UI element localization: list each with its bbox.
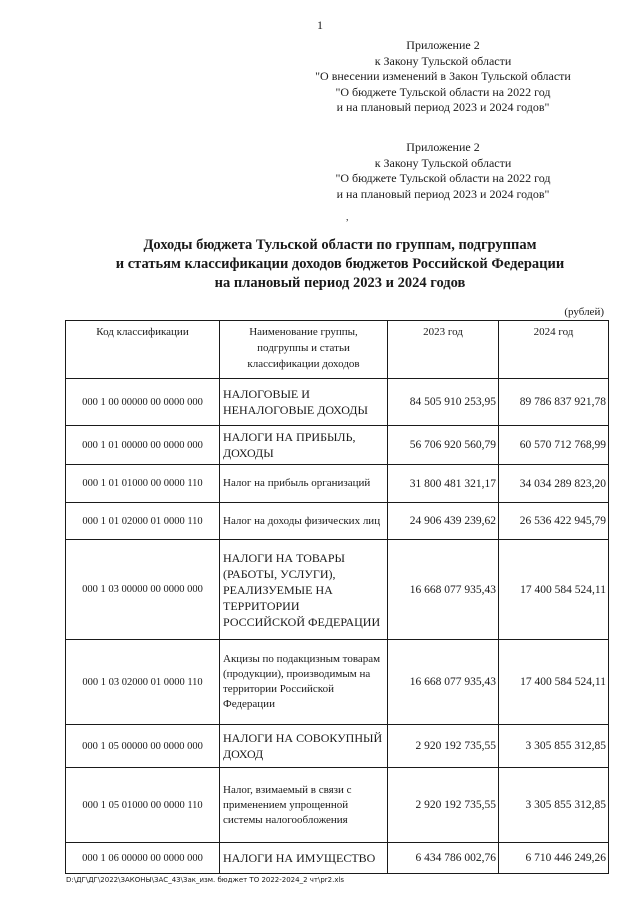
appendix-note-original <box>278 140 608 202</box>
row-value-2024: 34 034 289 823,20 <box>499 465 609 503</box>
row-name: Налог на прибыль организаций <box>220 465 388 503</box>
stray-mark: , <box>346 212 349 223</box>
row-value-2023: 2 920 192 735,55 <box>388 725 499 768</box>
appendix-line: "О бюджете Тульской области на 2022 год <box>335 171 551 185</box>
appendix-line: и на плановый период 2023 и 2024 годов" <box>336 186 550 201</box>
table-row <box>66 540 609 640</box>
appendix-line: "О внесении изменений в Закон Тульской области <box>315 69 571 83</box>
row-value-2024: 3 305 855 312,85 <box>499 725 609 768</box>
row-value-2023: 84 505 910 253,95 <box>388 379 499 426</box>
title-line: и статьям классификации доходов бюджетов Российской Федерации <box>115 256 565 272</box>
row-code: 000 1 01 00000 00 0000 000 <box>66 426 220 465</box>
row-name: Налог на доходы физических лиц <box>220 503 388 540</box>
table-row <box>66 640 609 725</box>
table-row <box>66 725 609 768</box>
row-value-2023: 16 668 077 935,43 <box>388 540 499 640</box>
row-code: 000 1 03 02000 01 0000 110 <box>66 640 220 725</box>
row-value-2023: 56 706 920 560,79 <box>388 426 499 465</box>
table-row <box>66 465 609 503</box>
header-2024: 2024 год <box>499 321 609 379</box>
table-row <box>66 843 609 874</box>
units-label: (рублей) <box>564 306 604 318</box>
appendix-line: Приложение 2 <box>406 140 480 154</box>
revenue-table <box>65 320 609 874</box>
header-2023: 2023 год <box>388 321 499 379</box>
appendix-line: к Закону Тульской области <box>374 53 512 68</box>
appendix-line: "О бюджете Тульской области на 2022 год <box>335 84 551 99</box>
table-row <box>66 768 609 843</box>
appendix-line: к Закону Тульской области <box>374 155 512 170</box>
row-code: 000 1 05 01000 00 0000 110 <box>66 768 220 843</box>
row-value-2023: 2 920 192 735,55 <box>388 768 499 843</box>
appendix-line: Приложение 2 <box>406 38 480 52</box>
row-value-2024: 17 400 584 524,11 <box>499 640 609 725</box>
title-line: Доходы бюджета Тульской области по группам, подгруппам <box>143 237 537 253</box>
document-title <box>70 236 610 293</box>
row-value-2024: 89 786 837 921,78 <box>499 379 609 426</box>
row-value-2023: 24 906 439 239,62 <box>388 503 499 540</box>
row-name: НАЛОГИ НА ПРИБЫЛЬ, ДОХОДЫ <box>220 426 388 465</box>
row-code: 000 1 03 00000 00 0000 000 <box>66 540 220 640</box>
row-name: НАЛОГОВЫЕ И НЕНАЛОГОВЫЕ ДОХОДЫ <box>220 379 388 426</box>
row-name: НАЛОГИ НА ТОВАРЫ (РАБОТЫ, УСЛУГИ), РЕАЛИЗУЕМЫЕ НА ТЕРРИТОРИИ РОССИЙСКОЙ ФЕДЕРАЦИИ <box>220 540 388 640</box>
header-code: Код классификации <box>66 321 220 379</box>
table-row <box>66 503 609 540</box>
footer-file-path: D:\ДГ\ДГ\2022\ЗАКОНЫ\ЗАС_43\Зак_изм. бюджет ТО 2022-2024_2 чт\pr2.xls <box>66 876 345 884</box>
row-value-2023: 6 434 786 002,76 <box>388 843 499 874</box>
row-value-2024: 26 536 422 945,79 <box>499 503 609 540</box>
row-name: НАЛОГИ НА ИМУЩЕСТВО <box>220 843 388 874</box>
row-code: 000 1 01 02000 01 0000 110 <box>66 503 220 540</box>
table-row <box>66 426 609 465</box>
page-number: 1 <box>317 18 323 32</box>
row-value-2024: 3 305 855 312,85 <box>499 768 609 843</box>
row-value-2023: 31 800 481 321,17 <box>388 465 499 503</box>
row-name: Налог, взимаемый в связи с применением упрощенной системы налогообложения <box>220 768 388 843</box>
row-value-2024: 60 570 712 768,99 <box>499 426 609 465</box>
row-name: НАЛОГИ НА СОВОКУПНЫЙ ДОХОД <box>220 725 388 768</box>
table-header-row <box>66 321 609 379</box>
row-name: Акцизы по подакцизным товарам (продукции), производимым на территории Российской Федерации <box>220 640 388 725</box>
row-value-2023: 16 668 077 935,43 <box>388 640 499 725</box>
row-code: 000 1 05 00000 00 0000 000 <box>66 725 220 768</box>
row-code: 000 1 00 00000 00 0000 000 <box>66 379 220 426</box>
row-value-2024: 6 710 446 249,26 <box>499 843 609 874</box>
appendix-line: и на плановый период 2023 и 2024 годов" <box>336 100 550 114</box>
header-name: Наименование группы, подгруппы и статьи классификации доходов <box>220 321 388 379</box>
row-value-2024: 17 400 584 524,11 <box>499 540 609 640</box>
title-line: на плановый период 2023 и 2024 годов <box>214 275 466 291</box>
row-code: 000 1 06 00000 00 0000 000 <box>66 843 220 874</box>
table-row <box>66 379 609 426</box>
appendix-note-amendment <box>278 38 608 116</box>
row-code: 000 1 01 01000 00 0000 110 <box>66 465 220 503</box>
